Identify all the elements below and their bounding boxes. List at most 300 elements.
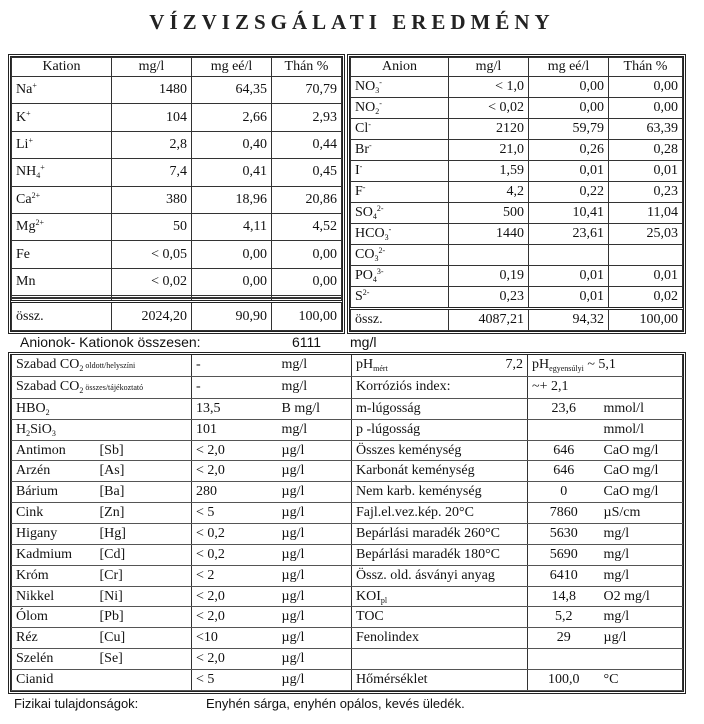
cation-meq-cell: 0,00 xyxy=(192,268,272,295)
anion-mg-cell: 2120 xyxy=(449,118,529,139)
cation-pct-cell: 0,45 xyxy=(272,159,342,186)
right-param-label: Korróziós index: xyxy=(356,379,451,395)
left-param-symbol: [Cu] xyxy=(96,628,192,649)
right-param-label: Nem karb. keménység xyxy=(356,484,482,500)
right-param-label: KOI xyxy=(356,588,381,604)
anion-pct-cell: 0,00 xyxy=(609,77,683,98)
left-param-label: H xyxy=(16,421,27,437)
anion-pct-cell xyxy=(609,244,683,265)
left-param-unit: µg/l xyxy=(278,544,352,565)
anion-ion-charge: - xyxy=(379,77,382,87)
cation-mg-cell: < 0,02 xyxy=(112,268,192,295)
left-param-label: Arzén xyxy=(16,463,51,479)
anion-meq-cell: 0,22 xyxy=(529,181,609,202)
left-param-label: Cianid xyxy=(16,672,54,688)
cation-ion-cell xyxy=(12,241,112,268)
anion-ion-cell xyxy=(351,223,449,244)
parameter-row xyxy=(12,398,683,419)
cation-pct-cell: 20,86 xyxy=(272,186,342,213)
right-param-value: 5,2 xyxy=(528,607,600,628)
left-param-value: - xyxy=(192,376,278,398)
parameter-row xyxy=(12,586,683,607)
right-param-unit: mg/l xyxy=(600,524,683,545)
parameters-table xyxy=(11,355,683,691)
right-param-value: 29 xyxy=(528,628,600,649)
anion-ion-charge: - xyxy=(369,140,372,150)
cation-ion-cell xyxy=(12,186,112,213)
left-param-name xyxy=(12,586,96,607)
anion-ion-charge: - xyxy=(388,224,392,234)
anion-ion-charge: 2- xyxy=(362,287,370,297)
left-param-unit: mg/l xyxy=(278,419,352,440)
cation-meq-cell: 0,41 xyxy=(192,159,272,186)
anion-total-label: össz. xyxy=(351,308,449,330)
anion-row xyxy=(351,286,683,308)
anion-ion-charge: 2- xyxy=(378,245,386,255)
anion-pct-cell: 0,01 xyxy=(609,265,683,286)
cation-header: Kation xyxy=(12,58,112,77)
right-param-value: 0 xyxy=(528,482,600,503)
left-param-name xyxy=(12,376,192,398)
cation-ion-charge: 2+ xyxy=(35,218,44,228)
parameter-row xyxy=(12,628,683,649)
anion-mg-cell: 1440 xyxy=(449,223,529,244)
anion-ion-subscript: 3 xyxy=(374,253,379,263)
physical-properties-value: Enyhén sárga, enyhén opálos, kevés üledék. xyxy=(206,696,465,711)
cation-row xyxy=(12,104,342,131)
anion-meq-cell: 0,00 xyxy=(529,97,609,118)
left-param-unit: mg/l xyxy=(278,376,352,398)
left-param-name xyxy=(12,482,96,503)
anion-ion-cell xyxy=(351,202,449,223)
parameter-row xyxy=(12,376,683,398)
anion-ion-charge: - xyxy=(379,98,382,108)
right-param-unit: mmol/l xyxy=(600,419,683,440)
left-param-label: Nikkel xyxy=(16,588,55,604)
right-param-unit: mg/l xyxy=(600,544,683,565)
right-param-value: 23,6 xyxy=(528,398,600,419)
cation-ion-symbol: Mn xyxy=(16,274,36,290)
cation-ion-cell xyxy=(12,214,112,241)
parameter-row xyxy=(12,544,683,565)
anion-row xyxy=(351,223,683,244)
anion-table-box xyxy=(347,54,686,334)
right-param-unit: µS/cm xyxy=(600,503,683,524)
anion-ion-subscript: 4 xyxy=(372,274,377,284)
anion-meq-cell: 0,00 xyxy=(529,77,609,98)
right-param-label: Összes keménység xyxy=(356,442,462,458)
left-param-subscript: 2 xyxy=(45,407,50,417)
right-param-label: Bepárlási maradék 180°C xyxy=(356,546,501,562)
right-param-label: Fenolindex xyxy=(356,630,420,646)
cation-ion-cell xyxy=(12,77,112,104)
cation-row xyxy=(12,186,342,213)
right-param-name xyxy=(352,355,528,376)
left-param-symbol: [Ba] xyxy=(96,482,192,503)
cation-mg-cell: < 0,05 xyxy=(112,241,192,268)
anion-total-row xyxy=(351,308,683,330)
anion-meq-cell: 0,26 xyxy=(529,139,609,160)
anion-ion-subscript: 2 xyxy=(375,106,380,116)
anion-meq-cell: 59,79 xyxy=(529,118,609,139)
right-param-name xyxy=(352,565,528,586)
right-param-name xyxy=(352,607,528,628)
right-param-label: Bepárlási maradék 260°C xyxy=(356,525,501,541)
anion-meq-cell: 0,01 xyxy=(529,265,609,286)
parameter-row xyxy=(12,565,683,586)
left-param-label: Bárium xyxy=(16,484,58,500)
physical-properties xyxy=(14,696,694,711)
left-param-unit: µg/l xyxy=(278,649,352,670)
right-param-subscript: mért xyxy=(373,364,388,374)
right-param-name xyxy=(352,503,528,524)
right-param-name xyxy=(352,670,528,691)
left-param-value: - xyxy=(192,355,278,376)
right-param-name xyxy=(352,419,528,440)
parameter-row xyxy=(12,649,683,670)
left-param-unit: µg/l xyxy=(278,670,352,691)
cation-ion-symbol: NH xyxy=(16,164,37,180)
anion-row xyxy=(351,160,683,181)
anion-header: mg eé/l xyxy=(529,58,609,77)
right-param-label: p -lúgosság xyxy=(356,421,421,437)
anion-ion-symbol: CO xyxy=(355,246,375,262)
cation-ion-charge: + xyxy=(28,136,33,146)
left-param-value: < 2,0 xyxy=(192,440,278,461)
cation-ion-symbol: Fe xyxy=(16,246,30,262)
cation-total-meq: 90,90 xyxy=(192,302,272,331)
anion-mg-cell: 1,59 xyxy=(449,160,529,181)
cation-row xyxy=(12,268,342,295)
cation-ion-charge: + xyxy=(32,81,37,91)
right-param-name xyxy=(352,398,528,419)
left-param-name xyxy=(12,461,96,482)
cation-table xyxy=(11,57,342,331)
cation-meq-cell: 0,40 xyxy=(192,131,272,158)
left-param-symbol: [Ni] xyxy=(96,586,192,607)
cation-mg-cell: 50 xyxy=(112,214,192,241)
anion-row xyxy=(351,97,683,118)
left-param-label: Ólom xyxy=(16,609,48,625)
left-param-label: Szabad CO xyxy=(16,378,80,394)
left-param-symbol: [Cd] xyxy=(96,544,192,565)
right-param-unit: CaO mg/l xyxy=(600,461,683,482)
left-param-label: Antimon xyxy=(16,442,66,458)
left-param-unit: µg/l xyxy=(278,628,352,649)
right-param-value: 646 xyxy=(528,440,600,461)
anion-ion-symbol: SO xyxy=(355,204,373,220)
ion-sum-value: 6111 xyxy=(292,334,322,350)
anion-meq-cell: 23,61 xyxy=(529,223,609,244)
left-param-unit: µg/l xyxy=(278,607,352,628)
right-param-extra-subscript: egyensúlyi xyxy=(549,364,584,374)
page-title: VÍZVIZSGÁLATI EREDMÉNY xyxy=(149,10,555,34)
cation-row xyxy=(12,131,342,158)
left-param-unit: B mg/l xyxy=(278,398,352,419)
right-param-subscript: pl xyxy=(380,595,388,605)
anion-ion-cell xyxy=(351,244,449,265)
cation-row xyxy=(12,77,342,104)
anion-ion-symbol: NO xyxy=(355,78,376,94)
right-param-label: pH xyxy=(356,357,374,373)
cation-row xyxy=(12,241,342,268)
cation-ion-symbol: Na xyxy=(16,82,33,98)
cation-ion-charge: + xyxy=(40,163,45,173)
anion-ion-cell xyxy=(351,139,449,160)
right-param-label: Fajl.el.vez.kép. 20°C xyxy=(356,505,474,521)
left-param-label: Réz xyxy=(16,630,38,646)
right-param-unit: µg/l xyxy=(600,628,683,649)
anion-row xyxy=(351,181,683,202)
right-param-unit xyxy=(600,649,683,670)
cation-total-label: össz. xyxy=(12,302,112,331)
anion-ion-cell xyxy=(351,77,449,98)
left-param-unit: µg/l xyxy=(278,586,352,607)
left-param-value: 280 xyxy=(192,482,278,503)
left-param-subscript: 2 xyxy=(79,363,84,373)
right-param-value xyxy=(528,649,600,670)
anion-meq-cell xyxy=(529,244,609,265)
right-param-name xyxy=(352,586,528,607)
left-param-unit: µg/l xyxy=(278,440,352,461)
anion-ion-cell xyxy=(351,160,449,181)
right-param-value: 100,0 xyxy=(528,670,600,691)
anion-pct-cell: 0,23 xyxy=(609,181,683,202)
anion-pct-cell: 25,03 xyxy=(609,223,683,244)
left-param-name xyxy=(12,649,96,670)
right-param-value: 7860 xyxy=(528,503,600,524)
left-param-name xyxy=(12,628,96,649)
right-param-value: 646 xyxy=(528,461,600,482)
left-param-subscript: 2 xyxy=(79,385,84,395)
cation-ion-symbol: Mg xyxy=(16,219,36,235)
right-param-value xyxy=(528,419,600,440)
cation-ion-charge: 2+ xyxy=(31,190,41,200)
cation-pct-cell: 0,00 xyxy=(272,268,342,295)
left-param-value: < 2,0 xyxy=(192,586,278,607)
left-param-unit: µg/l xyxy=(278,482,352,503)
left-param-label: HBO xyxy=(16,400,46,416)
cation-mg-cell: 7,4 xyxy=(112,159,192,186)
anion-pct-cell: 0,02 xyxy=(609,286,683,308)
left-param-value: 13,5 xyxy=(192,398,278,419)
right-param-name xyxy=(352,440,528,461)
anion-ion-symbol: NO xyxy=(355,99,376,115)
parameter-row xyxy=(12,419,683,440)
cation-meq-cell: 4,11 xyxy=(192,214,272,241)
cation-mg-cell: 380 xyxy=(112,186,192,213)
left-param-symbol: [Pb] xyxy=(96,607,192,628)
right-param-extra-label: pH xyxy=(532,357,550,373)
parameter-row xyxy=(12,482,683,503)
cation-table-box xyxy=(8,54,345,334)
anion-mg-cell: 21,0 xyxy=(449,139,529,160)
anion-ion-symbol: S xyxy=(355,288,363,304)
left-param-value: 101 xyxy=(192,419,278,440)
left-param-unit: mg/l xyxy=(278,355,352,376)
right-param-label: TOC xyxy=(356,609,384,625)
cation-meq-cell: 18,96 xyxy=(192,186,272,213)
cation-mg-cell: 1480 xyxy=(112,77,192,104)
left-param-value: < 5 xyxy=(192,503,278,524)
anion-mg-cell xyxy=(449,244,529,265)
anion-ion-symbol: PO xyxy=(355,267,373,283)
anion-ion-cell xyxy=(351,286,449,308)
right-param-unit: mg/l xyxy=(600,607,683,628)
right-param-label: Karbonát keménység xyxy=(356,463,475,479)
cation-ion-subscript: 4 xyxy=(36,171,41,181)
cation-meq-cell: 64,35 xyxy=(192,77,272,104)
parameter-row xyxy=(12,503,683,524)
left-param-value: < 0,2 xyxy=(192,544,278,565)
right-param-unit: CaO mg/l xyxy=(600,482,683,503)
anion-ion-charge: - xyxy=(359,161,363,171)
anion-ion-cell xyxy=(351,97,449,118)
anion-header: mg/l xyxy=(449,58,529,77)
parameter-row xyxy=(12,607,683,628)
right-param-value: 5690 xyxy=(528,544,600,565)
right-param-name xyxy=(352,628,528,649)
anion-header: Thán % xyxy=(609,58,683,77)
ion-sum-unit: mg/l xyxy=(350,334,377,350)
left-param-symbol: [Cr] xyxy=(96,565,192,586)
cation-header: Thán % xyxy=(272,58,342,77)
left-param-value: < 2,0 xyxy=(192,649,278,670)
cation-total-mg: 2024,20 xyxy=(112,302,192,331)
anion-row xyxy=(351,202,683,223)
anion-meq-cell: 10,41 xyxy=(529,202,609,223)
cation-ion-symbol: K xyxy=(16,109,27,125)
left-param-unit: µg/l xyxy=(278,524,352,545)
parameter-row xyxy=(12,355,683,376)
parameters-box xyxy=(8,352,686,694)
anion-mg-cell: 0,23 xyxy=(449,286,529,308)
anion-total-meq: 94,32 xyxy=(529,308,609,330)
physical-properties-label: Fizikai tulajdonságok: xyxy=(14,696,139,711)
anion-meq-cell: 0,01 xyxy=(529,160,609,181)
cation-ion-symbol: Ca xyxy=(16,191,32,207)
anion-ion-cell xyxy=(351,265,449,286)
right-param-unit: mmol/l xyxy=(600,398,683,419)
anion-mg-cell: 500 xyxy=(449,202,529,223)
left-param-name xyxy=(12,544,96,565)
anion-table xyxy=(350,57,683,331)
left-param-label: Szelén xyxy=(16,651,54,667)
cation-pct-cell: 70,79 xyxy=(272,77,342,104)
cation-mg-cell: 2,8 xyxy=(112,131,192,158)
anion-mg-cell: 0,19 xyxy=(449,265,529,286)
left-param-symbol: [Se] xyxy=(96,649,192,670)
left-param-unit: µg/l xyxy=(278,503,352,524)
cation-total-pct: 100,00 xyxy=(272,302,342,331)
left-param-name xyxy=(12,355,192,376)
right-param-value: 5630 xyxy=(528,524,600,545)
parameter-row xyxy=(12,524,683,545)
left-param-subscript: 2 xyxy=(26,428,31,438)
cation-ion-cell xyxy=(12,268,112,295)
right-param-unit: mg/l xyxy=(600,565,683,586)
left-param-symbol: [Sb] xyxy=(96,440,192,461)
cation-ion-cell xyxy=(12,104,112,131)
left-param-symbol: [As] xyxy=(96,461,192,482)
anion-mg-cell: 4,2 xyxy=(449,181,529,202)
left-param-label: Cink xyxy=(16,505,44,521)
left-param-name xyxy=(12,440,96,461)
left-param-value: < 5 xyxy=(192,670,278,691)
anion-ion-symbol: I xyxy=(355,162,360,178)
left-param-value: <10 xyxy=(192,628,278,649)
parameter-row xyxy=(12,461,683,482)
right-param-value: 6410 xyxy=(528,565,600,586)
anion-pct-cell: 0,01 xyxy=(609,160,683,181)
left-param-symbol: [Hg] xyxy=(96,524,192,545)
anion-ion-subscript: 3 xyxy=(384,232,389,242)
right-param-label: m-lúgosság xyxy=(356,400,421,416)
cation-ion-charge: + xyxy=(26,108,31,118)
anion-mg-cell: < 0,02 xyxy=(449,97,529,118)
left-param-name xyxy=(12,670,192,691)
anion-row xyxy=(351,139,683,160)
cation-header: mg/l xyxy=(112,58,192,77)
right-param-label: Hőmérséklet xyxy=(356,672,428,688)
anion-total-pct: 100,00 xyxy=(609,308,683,330)
right-param-name xyxy=(352,376,528,398)
left-param-label: Króm xyxy=(16,567,49,583)
anion-ion-cell xyxy=(351,118,449,139)
cation-ion-cell xyxy=(12,131,112,158)
cation-header: mg eé/l xyxy=(192,58,272,77)
right-param-unit: °C xyxy=(600,670,683,691)
left-param-subscript: 3 xyxy=(51,428,56,438)
left-param-name xyxy=(12,398,192,419)
right-param-name xyxy=(352,482,528,503)
cation-meq-cell: 2,66 xyxy=(192,104,272,131)
right-param-name xyxy=(352,461,528,482)
left-param-name xyxy=(12,565,96,586)
cation-total-row xyxy=(12,302,342,331)
left-param-value: < 2,0 xyxy=(192,607,278,628)
anion-ion-subscript: 3 xyxy=(375,85,380,95)
anion-ion-symbol: Cl xyxy=(355,120,369,136)
right-param-extra xyxy=(528,355,683,376)
anion-pct-cell: 63,39 xyxy=(609,118,683,139)
ion-sum-label: Anionok- Kationok összesen: xyxy=(20,334,201,350)
left-param-label: Szabad CO xyxy=(16,356,80,372)
anion-meq-cell: 0,01 xyxy=(529,286,609,308)
left-param-name xyxy=(12,503,96,524)
anion-row xyxy=(351,118,683,139)
anion-ion-symbol: F xyxy=(355,183,363,199)
right-param-value: 14,8 xyxy=(528,586,600,607)
cation-ion-cell xyxy=(12,159,112,186)
anion-row xyxy=(351,77,683,98)
right-param-label: Össz. old. ásványi anyag xyxy=(356,567,495,583)
right-param-value: 7,2 xyxy=(505,357,524,373)
cation-pct-cell: 2,93 xyxy=(272,104,342,131)
right-param-unit: O2 mg/l xyxy=(600,586,683,607)
left-param-label-part: SiO xyxy=(30,421,52,437)
left-param-unit: µg/l xyxy=(278,565,352,586)
left-param-note: összes/tájékoztató xyxy=(83,382,144,392)
anion-ion-charge: 3- xyxy=(376,266,384,276)
anion-row xyxy=(351,244,683,265)
left-param-value: < 2,0 xyxy=(192,461,278,482)
anion-ion-charge: 2- xyxy=(376,203,384,213)
right-param-name xyxy=(352,649,528,670)
cation-meq-cell: 0,00 xyxy=(192,241,272,268)
right-param-name xyxy=(352,544,528,565)
right-param-unit: CaO mg/l xyxy=(600,440,683,461)
